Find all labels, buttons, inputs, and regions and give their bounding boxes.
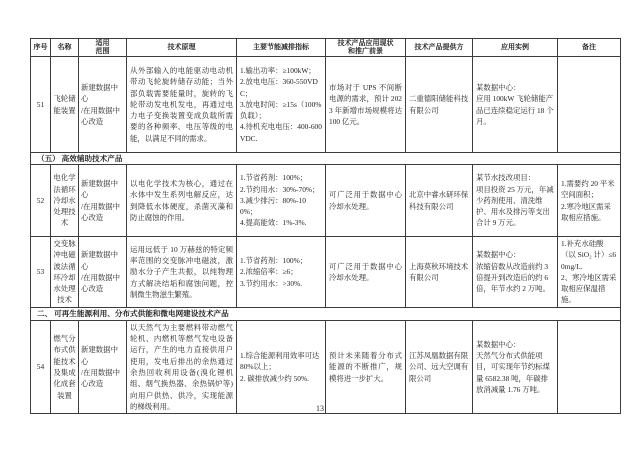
cell-53-principle: 运用远低于 10 万赫兹的特定频率范围的交变脉冲电磁波，激励水分子产生共振，以纯物理方式解决结垢和腐蚀问题，控制微生物滋生繁殖。 <box>127 237 237 308</box>
cell-52-no: 52 <box>31 165 51 237</box>
cell-52-principle: 以电化学技术为核心，通过在水体中发生系列电解反应，达到降低水体硬度，杀菌灭藻和防止腐蚀的作用。 <box>127 165 237 237</box>
cell-53-remark: 1.补充水硅酸（以 SiO₂ 计）≤60mg/L. 2、寒冷地区需采取相应保温措施。 <box>558 237 621 308</box>
header-scope: 适用 范围 <box>79 39 127 57</box>
cell-51-provider: 二重德阳储能科技有限公司 <box>406 57 473 153</box>
cell-51-status: 市场对于 UPS 不间断电源的需求，预计 2023 年新增市场规模将达 100 亿元。 <box>326 57 406 153</box>
header-indicators: 主要节能减排指标 <box>237 39 326 57</box>
cell-53-name: 交变脉冲电磁波法循环冷却水处理技术 <box>51 237 79 308</box>
table-row-52 <box>31 165 621 237</box>
cell-54-provider: 江苏凤凰数据有限公司、远大空调有限公司 <box>406 320 473 413</box>
cell-53-provider: 上海莫秋环境技术有限公司 <box>406 237 473 308</box>
cell-51-example: 某数据中心： 应用 100kW 飞轮储能产品已连续稳定运行 18 个月。 <box>473 57 558 153</box>
header-status: 技术产品应用现状 和推广前景 <box>326 39 406 57</box>
cell-51-principle: 从外部输入的电能驱动电动机带动飞轮旋转储存动能；当外部负载需要能量时，旋转的飞轮带动发电机发电，再通过电力电子变换装置变成负载所需要的各种频率、电压等级的电能，以满足不同的需求。 <box>127 57 237 153</box>
cell-51-remark <box>558 57 621 153</box>
cell-53-no: 53 <box>31 237 51 308</box>
cell-54-scope: 新建数据中心 /在用数据中心改造 <box>79 320 127 413</box>
cell-53-scope: 新建数据中心 /在用数据中心改造 <box>79 237 127 308</box>
section-2-label: 二、 可再生能源利用、分布式供能和微电网建设技术产品 <box>31 307 621 320</box>
header-principle: 技术原理 <box>127 39 237 57</box>
cell-51-no: 51 <box>31 57 51 153</box>
cell-54-name: 燃气分布式供能技术及集成化成套装置 <box>51 320 79 413</box>
cell-54-principle: 以天然气为主要燃料带动燃气轮机、内燃机等燃气发电设备运行，产生的电力直接供用户使用，发电后排出的余热通过余热回收利用设备(溴化锂机组、烟气换热器、余热锅炉等)向用户供热、供冷，实现能源的梯级利用。 <box>127 320 237 413</box>
table-row-53 <box>31 237 621 308</box>
section-5-label: （五） 高效辅助技术产品 <box>31 153 621 165</box>
header-name: 名称 <box>51 39 79 57</box>
table-header-row <box>31 39 621 57</box>
cell-54-no: 54 <box>31 320 51 413</box>
cell-54-status: 预计未来随着分布式能源的不断推广，规模将进一步扩大。 <box>326 320 406 413</box>
table-row-54 <box>31 320 621 413</box>
header-no: 序号 <box>31 39 51 57</box>
products-table <box>30 38 621 414</box>
cell-53-example: 某数据中心： 浓缩倍数从改造前约 3 倍提升到改造后的约 6 倍，年节水约 2 万吨。 <box>473 237 558 308</box>
cell-52-example: 某节水技改项目： 项目投资 25 万元，年减少药剂使用、清洗维护、用水及排污等支出合计 9 万元。 <box>473 165 558 237</box>
page-number: 13 <box>316 404 324 413</box>
table-row-51 <box>31 57 621 153</box>
cell-51-scope: 新建数据中心 /在用数据中心改造 <box>79 57 127 153</box>
cell-52-status: 可广泛用于数据中心冷却水处理。 <box>326 165 406 237</box>
header-provider: 技术产品提供方 <box>406 39 473 57</box>
section-row-5 <box>31 153 621 165</box>
cell-53-indicators: 1.节省药剂：100%； 2.浓缩倍率：≥6； 3.节约用水：>30%. <box>237 237 326 308</box>
cell-52-indicators: 1.节省药剂：100%； 2.节约用水：30%-70%； 3.减少排污：80%-100%； 4.提高能效：1%-3%. <box>237 165 326 237</box>
cell-52-name: 电化学法循环冷却水处理技术 <box>51 165 79 237</box>
header-example: 应用实例 <box>473 39 558 57</box>
cell-52-remark: 1.需要约 20 平米空间面积； 2.寒冷地区需采取相应措施。 <box>558 165 621 237</box>
cell-54-remark <box>558 320 621 413</box>
cell-53-status: 可广泛用于数据中心冷却水处理。 <box>326 237 406 308</box>
cell-54-indicators: 1.综合能源利用效率可达 80%以上； 2. 碳排放减少约 50%. <box>237 320 326 413</box>
cell-52-scope: 新建数据中心 /在用数据中心改造 <box>79 165 127 237</box>
cell-51-indicators: 1.输出功率：≥100kW； 2.放电电压：360-550VDC； 3.放电时间：≥15s（100%负载）； 4.待机充电电压：400-600VDC. <box>237 57 326 153</box>
cell-52-provider: 北京中睿水研环保科技有限公司 <box>406 165 473 237</box>
cell-51-name: 飞轮储能装置 <box>51 57 79 153</box>
section-row-2 <box>31 307 621 320</box>
header-remark: 备注 <box>558 39 621 57</box>
cell-54-example: 某数据中心： 天然气分布式供能项目，可实现年节约标煤量 6582.38 吨，年碳排放消减量 1.76 万吨。 <box>473 320 558 413</box>
